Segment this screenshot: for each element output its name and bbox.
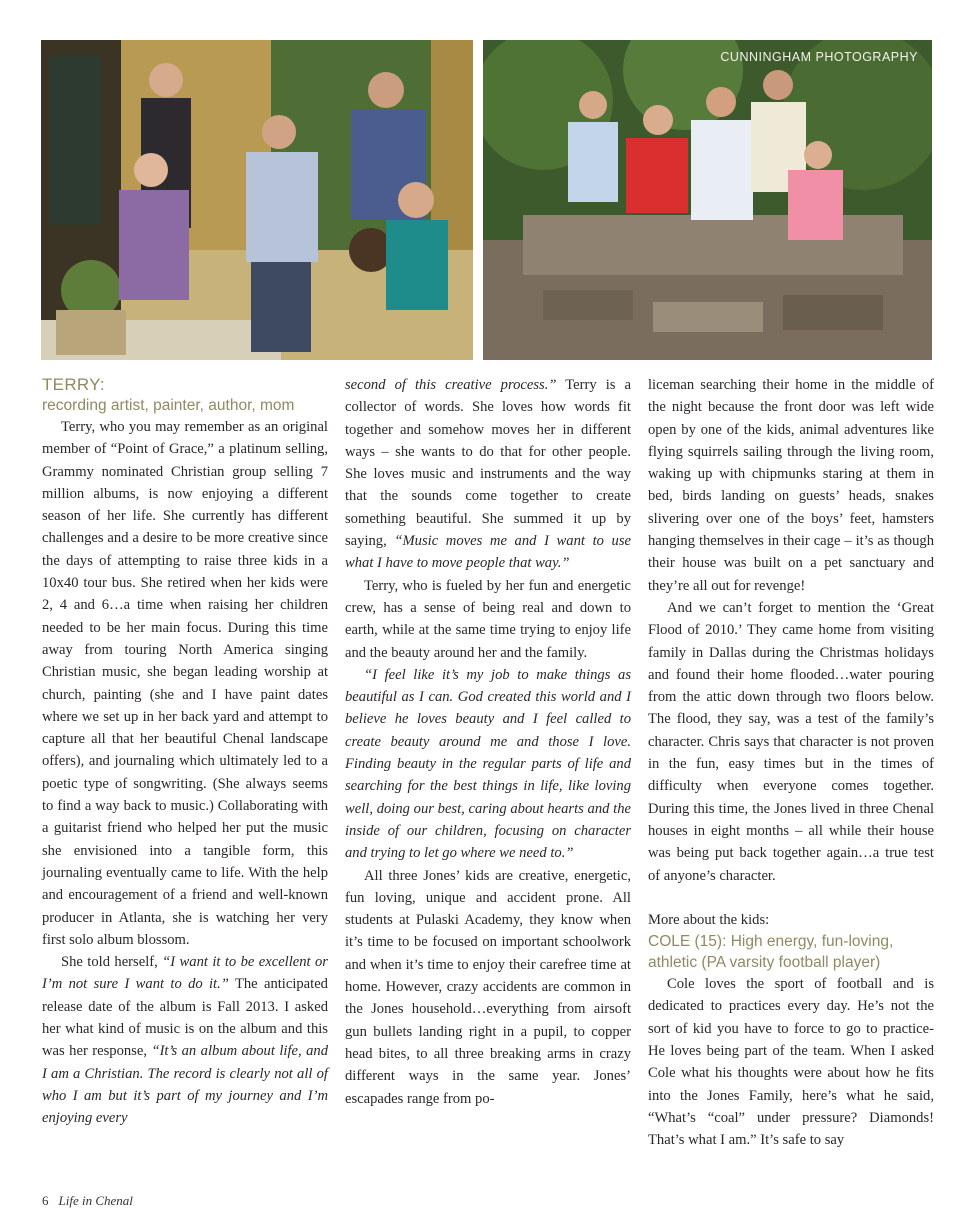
publication-name: Life in Chenal [58,1193,133,1208]
family-stone-wall-photo [483,40,932,360]
terry-heading-name: TERRY: [42,375,105,394]
great-flood-paragraph: And we can’t forget to mention the ‘Great Flood of 2010.’ They came home from visiting family in Dallas during the Christmas holidays and found their home flooded…water pouring from the attic down through two floors below. The flood, they say, was a test of the family’s character. Chris says that character is not proven in the fun, easy times but in the times of difficulty when everyone comes together. During this time, the Jones lived in three Chenal houses in eight months – all while their house was being put back together again…a true test of anyone’s character. [648,599,934,884]
terry-heading-role: recording artist, painter, author, mom [42,397,295,414]
page-footer [42,1193,133,1209]
cole-heading: COLE (15): High energy, fun-loving, athletic (PA varsity football player) [648,933,894,972]
page-number: 6 [42,1193,49,1208]
text-span: She told herself, [61,954,163,971]
cole-paragraph: Cole loves the sport of football and is dedicated to practices every day. He’s not the sort of kid you have to force to go to practice- He loves being part of the team. When I asked Cole what his thoughts were about how he fits into the Jones Family, here’s what he said, “What’s “coal” under pressure? Diamonds! That’s what I am.” It’s safe to say [648,976,934,1149]
family-sofa-illustration [41,40,473,360]
quote-span: “I feel like it’s my job to make things as beautiful as I can. God created this world and I believe he loves beauty and I feel called to create beauty around me and those I love. Finding beauty in the regular parts of life and searching for the best things in life, like loving well, doing our best, caring about hearts and the inside of our children, focusing on character and trying to let go where we need to.” [345,666,631,862]
kids-intro: More about the kids: [648,911,770,928]
beauty-quote-paragraph [345,664,631,865]
animal-adventures-paragraph: liceman searching their home in the middle of the night because the front door was left wide open by one of the kids, animal adventures like flying squirrels sailing through the living room, waking up with chipmunks staring at them in bed, birds landing on guests’ heads, snakes slivering over one of the boys’ feet, hamsters hanging themselves in their cage – it’s as though their house was built on a pet sanctuary and they’re all out for revenge! [648,377,934,594]
kids-accidents-paragraph: All three Jones’ kids are creative, energetic, fun loving, unique and accident prone. All students at Pulaski Academy, they know when it’s time to be focused on important schoolwork and when it’s time to enjoy their carefree time at home. However, crazy accidents are common in the Jones household…everything from airsoft gun bullets landing right in a pupil, to copper head bites, to all three breaking arms in crazy different ways in the same year. Jones’ escapades range from po- [345,867,631,1107]
quote-span: second of this creative process.” [345,377,557,393]
text-span: The anticipated release date of the album is Fall 2013. I asked her what kind of music is on the album and this was her response, [42,976,328,1060]
quote-span: “Music moves me and I want to use what I have to move people that way.” [345,533,631,572]
creative-paragraph [345,374,631,575]
family-stone-wall-illustration [483,40,932,360]
photo-credit: CUNNINGHAM PHOTOGRAPHY [720,50,918,64]
article-column-3 [648,374,934,1152]
text-span: Terry is a collector of words. She loves how words fit together and somehow moves her in different ways – she wants to do that for other people. She loves music and instruments and the way that the sounds come together to create something beautiful. She summed it up by saying, [345,377,631,550]
article-column-1 [42,374,328,1130]
terry-paragraph-1: Terry, who you may remember as an original member of “Point of Grace,” a platinum selling, Grammy nominated Christian group selling 7 million albums, is now enjoying a different season of her life. She currently has different challenges and a desire to be more creative since the days of attempting to raise three kids in a 10x40 tour bus. She retired when her kids were 2, 4 and 6…a time when raising her children needed to be her main focus. During this time away from touring North America singing Christian music, she began leading worship at church, painting (she and I have paint dates where we set up in her back yard and attempt to capture all that her beautiful Chenal landscape offers), and journaling which ultimately led to a poetic type of songwriting. (She always seems to find a way back to music.) Collaborating with a guitarist friend who helped her put the music she envisioned into a tangible form, this journaling eventually came to life. With the help and encouragement of a friend and well-known producer in Atlanta, she is watching her very first solo album blossom. [42,419,328,948]
terry-paragraph-2 [42,951,328,1129]
fueled-paragraph: Terry, who is fueled by her fun and energetic crew, has a sense of being real and down to earth, while at the same time trying to enjoy life and the beauty around her and the family. [345,577,631,661]
family-sofa-photo [41,40,473,360]
quote-span: “It’s an album about life, and I am a Christian. The record is clearly not all of who I am but it’s part of my journey and I’m enjoying every [42,1043,328,1127]
article-column-2 [345,374,631,1110]
quote-span: “I want it to be excellent or I’m not sure I want to do it.” [42,954,328,993]
